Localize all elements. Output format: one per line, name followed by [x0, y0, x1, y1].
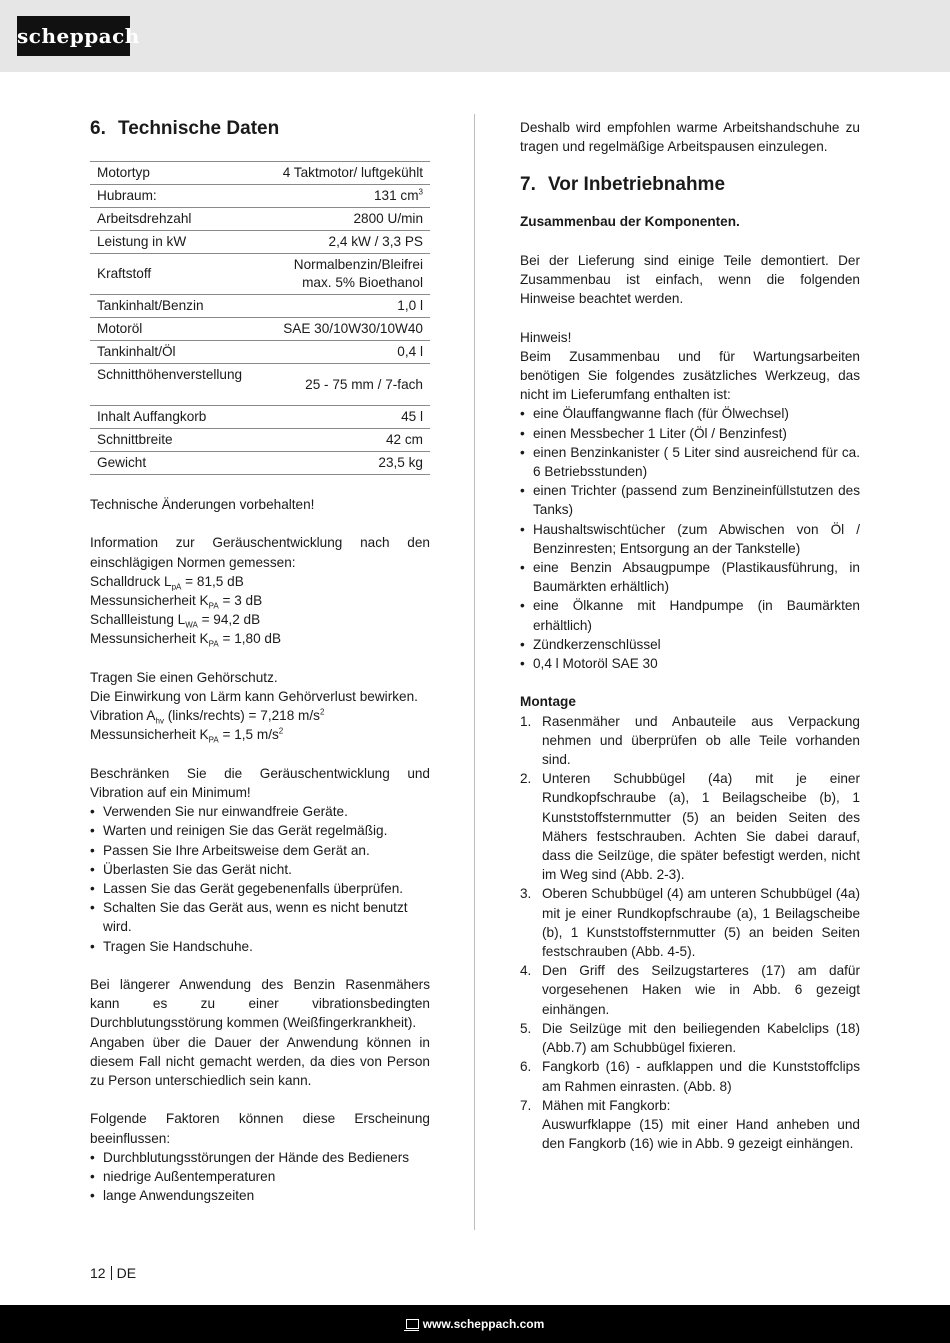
factors-list [90, 1148, 430, 1206]
delivery-text: Bei der Lieferung sind einige Teile demontiert. Der Zusammenbau ist einfach, wenn die folgenden Hinweise beachtet werden. [520, 252, 860, 307]
gloves-intro: Deshalb wird empfohlen warme Arbeitshandschuhe zu tragen und regelmäßige Arbeitspausen einzulegen. [520, 120, 860, 155]
hearing-warning: Die Einwirkung von Lärm kann Gehörverlust bewirken. [90, 689, 418, 704]
vibration-value: Messunsicherheit $K_{PA} = 1,5$ $m/s^2$ [90, 726, 284, 746]
table-row: Leistung in kW 2,4 kW / 3,3 PS [90, 231, 430, 254]
list-item: • Durchblutungsstörungen der Hände des Bedieners [90, 1148, 430, 1167]
section-7-heading: 7. Vor Inbetriebnahme [520, 174, 726, 196]
tech-changes-note: Technische Änderungen vorbehalten! [90, 497, 315, 512]
list-item: • Überlasten Sie das Gerät nicht. [90, 860, 430, 879]
list-item: • eine Ölkanne mit Handpumpe (in Baumärkten erhältlich) [520, 596, 860, 634]
list-item: • Verwenden Sie nur einwandfreie Geräte. [90, 802, 430, 821]
column-divider [474, 114, 475, 1230]
computer-icon [406, 1319, 419, 1329]
list-item: • eine Ölauffangwanne flach (für Ölwechsel) [520, 404, 860, 423]
limit-intro: Beschränken Sie die Geräuschentwicklung und Vibration auf ein Minimum! [90, 765, 430, 800]
table-row: Schnitthöhenverstellung 25 - 75 mm / 7-fach [90, 364, 430, 406]
list-item: • niedrige Außentemperaturen [90, 1167, 430, 1186]
list-item: • Lassen Sie das Gerät gegebenenfalls überprüfen. [90, 879, 430, 898]
noise-value: Messunsicherheit $K_{PA} = 1,80$ dB [90, 631, 282, 650]
montage-title: Montage [520, 694, 576, 710]
tech-specs-table [90, 161, 430, 475]
table-row: Gewicht 23,5 kg [90, 452, 430, 475]
list-item: • 0,4 l Motoröl SAE 30 [520, 654, 860, 673]
noise-value: Messunsicherheit $K_{PA} = 3$ dB [90, 593, 263, 611]
right-column [520, 118, 860, 1153]
table-row: Motortyp 4 Taktmotor/ luftgekühlt [90, 162, 430, 185]
montage-steps [520, 712, 860, 1154]
long-use-text: Bei längerer Anwendung des Benzin Rasenmähers kann es zu einer vibrationsbedingten Durchblutungsstörung kommen (Weißfingerkrankheit). [90, 977, 430, 1031]
list-item: • Passen Sie Ihre Arbeitsweise dem Gerät an. [90, 841, 430, 860]
header-bar [0, 0, 950, 72]
list-item: • Zündkerzenschlüssel [520, 635, 860, 654]
list-item: • einen Messbecher 1 Liter (Öl / Benzinfest) [520, 424, 860, 443]
list-item: 1. Rasenmäher und Anbauteile aus Verpackung nehmen und überprüfen ob alle Teile vorhanden sind. [520, 713, 860, 768]
list-item: 2. Unteren Schubbügel (4a) mit je einer Rundkopfschraube (a), 1 Beilagscheibe (b), 1 Kunststoffsternmutter (5) an beiden Seiten des Mähers festschrauben. Achten Sie dabei darauf, dass die Seilzüge, die später befestigt werden, nicht im Weg sind (Abb. 2-3). [520, 771, 860, 883]
hearing-protection: Tragen Sie einen Gehörschutz. [90, 669, 278, 685]
page-number: 12 DE [90, 1265, 137, 1281]
list-item: • eine Benzin Absaugpumpe (Plastikausführung, in Baumärkten erhältlich) [520, 558, 860, 596]
list-item: 7. Mähen mit Fangkorb: Auswurfklappe (15) mit einer Hand anheben und den Fangkorb (16) wie in Abb. 9 gezeigt einhängen. [520, 1097, 860, 1152]
vibration-value: Vibration $A_{hv}$ (links/rechts) = 7,218 $m/s^2$ [90, 707, 325, 726]
tools-list [520, 404, 860, 673]
table-row: Kraftstoff Normalbenzin/Bleifrei max. 5% Bioethanol [90, 254, 430, 295]
note-text: Beim Zusammenbau und für Wartungsarbeiten benötigen Sie folgendes zusätzliches Werkzeug, das nicht im Lieferumfang enthalten ist: [520, 348, 860, 403]
noise-intro: Information zur Geräuschentwicklung nach den einschlägigen Normen gemessen: [90, 535, 430, 570]
left-column [90, 118, 430, 1205]
website-link[interactable]: www.scheppach.com [422, 1317, 545, 1331]
list-item: 3. Oberen Schubbügel (4) am unteren Schubbügel (4a) mit je einer Rundkopfschraube (a), 1 Beilagscheibe (b), 1 Kunststoffsternmutter (5) an beiden Seiten festschrauben (Abb. 4-5). [520, 886, 860, 960]
table-row: Tankinhalt/Benzin 1,0 l [90, 295, 430, 318]
noise-value: Schallleistung $L_{WA} = 94,2$ dB [90, 612, 261, 630]
factors-intro: Folgende Faktoren können diese Erscheinung beeinflussen: [90, 1111, 430, 1146]
table-row: Schnittbreite 42 cm [90, 429, 430, 452]
list-item: • Tragen Sie Handschuhe. [90, 937, 430, 956]
list-item: 5. Die Seilzüge mit den beiliegenden Kabelclips (18) (Abb.7) am Schubbügel fixieren. [520, 1020, 860, 1056]
list-item: • Haushaltswischtücher (zum Abwischen von Öl / Benzinresten; Entsorgung an der Tankstelle) [520, 520, 860, 558]
table-row: Tankinhalt/Öl 0,4 l [90, 341, 430, 364]
table-row: Inhalt Auffangkorb 45 l [90, 406, 430, 429]
list-item: • Schalten Sie das Gerät aus, wenn es nicht benutzt wird. [90, 898, 430, 936]
scheppach-logo: scheppach [17, 16, 130, 56]
limit-list [90, 802, 430, 956]
assembly-subheading: Zusammenbau der Komponenten. [520, 214, 740, 230]
noise-value: Schalldruck $L_{pA} = 81,5$ dB [90, 573, 244, 592]
table-row: Hubraum: 131 $cm^3$ [90, 185, 430, 208]
table-row: Arbeitsdrehzahl 2800 U/min [90, 208, 430, 231]
table-row: Motoröl SAE 30/10W30/10W40 [90, 318, 430, 341]
note-title: Hinweis! [520, 329, 572, 345]
footer-bar [0, 1305, 950, 1343]
list-item: • einen Benzinkanister ( 5 Liter sind ausreichend für ca. 6 Betriebsstunden) [520, 443, 860, 481]
list-item: 4. Den Griff des Seilzugstarteres (17) am dafür vorgesehenen Haken wie in Abb. 6 gezeigt einhängen. [520, 963, 860, 1017]
list-item: 6. Fangkorb (16) - aufklappen und die Kunststoffclips am Rahmen einrasten. (Abb. 8) [520, 1059, 860, 1094]
list-item: • lange Anwendungszeiten [90, 1186, 430, 1205]
section-6-heading: 6. Technische Daten [90, 118, 280, 139]
list-item: • Warten und reinigen Sie das Gerät regelmäßig. [90, 821, 430, 840]
duration-text: Angaben über die Dauer der Anwendung können in diesem Fall nicht gemacht werden, da dies von Person zu Person unterschiedlich sein kann. [90, 1034, 430, 1089]
list-item: • einen Trichter (passend zum Benzineinfüllstutzen des Tanks) [520, 481, 860, 519]
